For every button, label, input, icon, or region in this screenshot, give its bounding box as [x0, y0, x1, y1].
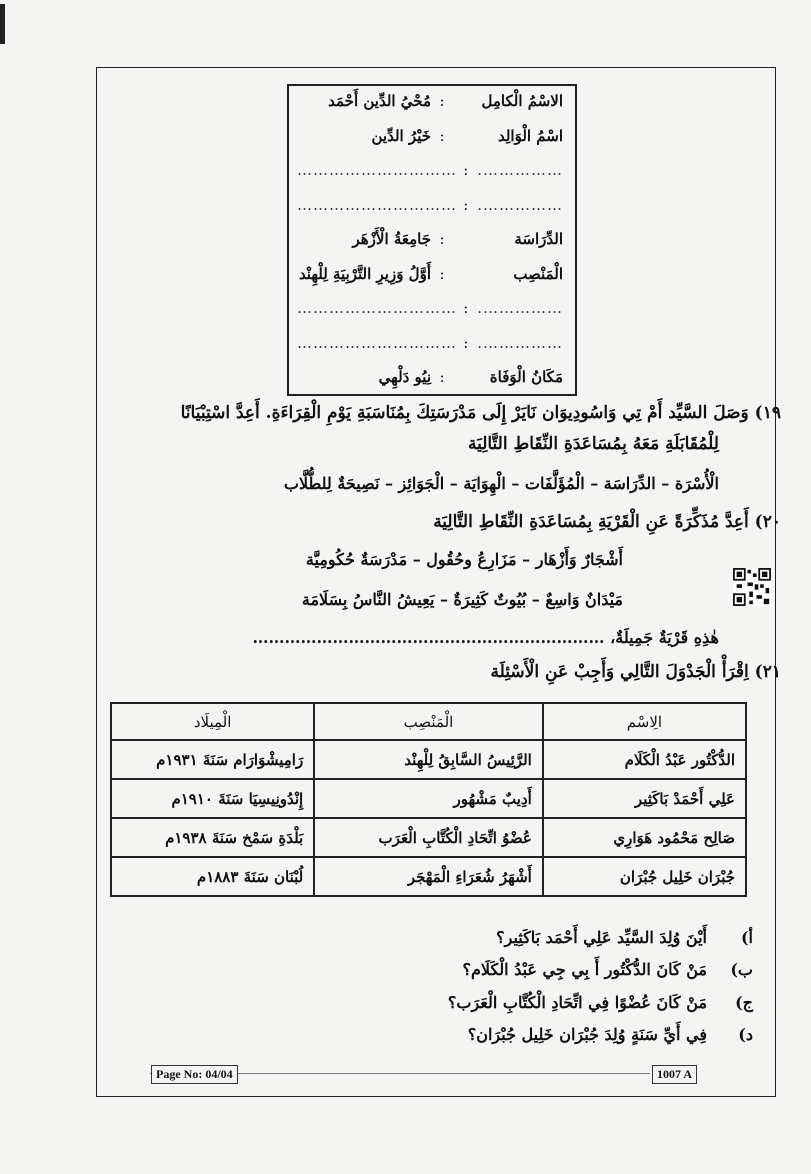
- table-row: [111, 818, 746, 857]
- sub-question-text: مَنْ كَانَ عُضْوًا فِي اتِّحَادِ الْكُتَّابِ الْعَرَب؟: [447, 993, 707, 1012]
- info-label: اسْمُ الْوَالِد: [497, 126, 563, 145]
- info-label-blank: …………….: [477, 333, 563, 352]
- info-value: خَيْرُ الدِّين: [371, 126, 431, 145]
- sub-question-letter: د): [738, 1025, 753, 1044]
- table-cell: بَلْدَةِ سَمْخ سَنَةَ ١٩٣٨م: [111, 818, 314, 857]
- info-row-full-name: [297, 92, 563, 127]
- sub-question-letter: ب): [730, 960, 753, 979]
- info-value: أَوَّلُ وَزِيرِ التَّرْبِيَةِ لِلْهِنْد: [298, 264, 431, 283]
- info-row-study: [297, 230, 563, 265]
- biography-info-box: [287, 84, 577, 396]
- info-value: جَامِعَةُ الْأَزْهَر: [352, 230, 431, 248]
- table-cell: لُبْنَان سَنَةَ ١٨٨٣م: [111, 857, 314, 896]
- info-label: الاسْمُ الْكامِل: [481, 92, 563, 110]
- info-value-blank: …………………………: [297, 299, 457, 317]
- table-cell: عَلِي أَحْمَدْ بَاكَثِير: [543, 779, 746, 818]
- table-header-birth: الْمِيلَاد: [111, 703, 314, 740]
- info-colon: :: [463, 333, 469, 352]
- qr-code-icon: [733, 568, 771, 606]
- table-row: [111, 779, 746, 818]
- info-value-blank: …………………………: [297, 195, 457, 214]
- question-20-points-2: مَيْدَانٌ وَاسِعٌ – بُيُوتٌ كَثِيرَةٌ – يَعِيشُ النَّاسُ بِسَلَامَة: [301, 590, 623, 609]
- paper-code-label: 1007 A: [652, 1065, 697, 1084]
- info-label-blank: …………….: [477, 299, 563, 317]
- table-cell: الرَّئِيسُ السَّابِقُ لِلْهِنْد: [314, 740, 543, 779]
- sub-question-b: [463, 960, 753, 979]
- info-colon: :: [439, 126, 445, 145]
- sub-question-text: فِي أَيِّ سَنَةٍ وُلِدَ جُبْرَان خَلِيل جُبْرَان؟: [467, 1025, 707, 1044]
- info-colon: :: [463, 195, 469, 214]
- info-label: الدِّرَاسَة: [514, 230, 563, 248]
- table-header-position: الْمَنْصِب: [314, 703, 543, 740]
- table-header-row: [111, 703, 746, 740]
- info-colon: :: [439, 368, 445, 386]
- sub-question-a: [496, 928, 753, 947]
- question-20-points-1: أَشْجَارٌ وَأَزْهَار – مَزَارِعُ وحُقُول – مَدْرَسَةٌ حُكُومِيَّة: [305, 550, 623, 569]
- table-header-name: الِاسْم: [543, 703, 746, 740]
- info-row-blank: [297, 161, 563, 196]
- sub-question-c: [448, 993, 753, 1012]
- page-number-label: Page No: 04/04: [151, 1065, 238, 1084]
- info-row-father-name: [297, 127, 563, 162]
- info-label-blank: …………….: [477, 195, 563, 214]
- sub-question-text: أَيْنَ وُلِدَ السَّيِّد عَلِي أَحْمَد بَاكَثِير؟: [496, 928, 707, 947]
- table-cell: الدُّكْتُور عَبْدُ الْكَلَام: [543, 740, 746, 779]
- sub-question-text: مَنْ كَانَ الدُّكْتُور أَ بِي جِي عَبْدُ الْكَلَام؟: [462, 960, 707, 979]
- sub-question-letter: ج): [735, 993, 753, 1012]
- info-colon: :: [439, 264, 445, 283]
- info-label: الْمَنْصِب: [513, 264, 563, 283]
- table-row: [111, 740, 746, 779]
- info-label-blank: …………….: [477, 161, 563, 179]
- info-label: مَكَانُ الْوَفَاة: [489, 368, 563, 386]
- table-cell: رَامِيشْوَارَام سَنَةَ ١٩٣١م: [111, 740, 314, 779]
- info-row-blank: [297, 196, 563, 231]
- info-row-death-place: [297, 368, 563, 403]
- table-cell: أَشْهَرُ شُعَرَاءِ الْمَهْجَر: [314, 857, 543, 896]
- table-cell: صَالِح مَحْمُود هَوَارِي: [543, 818, 746, 857]
- table-cell: جُبْرَان خَلِيل جُبْرَان: [543, 857, 746, 896]
- table-cell: إِنْدُونِيسِيَا سَنَةَ ١٩١٠م: [111, 779, 314, 818]
- info-value-blank: …………………………: [297, 161, 457, 179]
- info-colon: :: [439, 92, 445, 110]
- info-value: نِيُو دَلْهِي: [378, 368, 431, 386]
- question-19-line1: ١٩) وَصَلَ السَّيِّد أَمْ تِي وَاسُودِيوَان نَايَرْ إِلَى مَدْرَسَتِكَ بِمُنَاسَبَةِ يَوْمِ الْقِرَاءَةِ. أَعِدَّ اسْتِبْيَانًا: [180, 403, 781, 423]
- table-cell: أَدِيبٌ مَشْهُور: [314, 779, 543, 818]
- info-value: مُحْيُ الدِّين أَحْمَد: [328, 92, 431, 110]
- info-row-blank: [297, 299, 563, 334]
- question-21-line1: ٢١) اِقْرَأْ الْجَدْوَلَ التَّالِي وَأَجِبْ عَنِ الْأَسْئِلَة: [490, 662, 781, 682]
- info-colon: :: [463, 161, 469, 179]
- question-19-line2: لِلْمُقَابَلَةِ مَعَهُ بِمُسَاعَدَةِ النِّقَاطِ التَّالِيَة: [467, 434, 719, 454]
- info-value-blank: …………………………: [297, 333, 457, 352]
- info-row-position: [297, 265, 563, 300]
- info-colon: :: [463, 299, 469, 317]
- sub-question-d: [468, 1025, 753, 1044]
- sub-question-letter: أ): [740, 928, 753, 947]
- question-20-start-line: هٰذِهِ قَرْيَةٌ جَمِيلَةٌ، …………………………………………………………: [252, 628, 719, 647]
- table-row: [111, 857, 746, 896]
- scan-corner-mark: [0, 4, 5, 44]
- info-row-blank: [297, 334, 563, 369]
- personalities-table: [110, 702, 747, 897]
- table-cell: عُضْوُ اتِّحَادِ الْكُتَّابِ الْعَرَب: [314, 818, 543, 857]
- question-20-line1: ٢٠) أَعِدَّ مُذَكِّرَةً عَنِ الْقَرْيَةِ بِمُسَاعَدَةِ النِّقَاطِ التَّالِيَة: [433, 512, 781, 532]
- info-colon: :: [439, 230, 445, 248]
- question-19-points: الْأُسْرَة – الدِّرَاسَة – الْمُؤَلَّفَات – الْهِوَايَة – الْجَوَائِز – نَصِيحَةٌ لِلطُّلَّاب: [283, 474, 719, 493]
